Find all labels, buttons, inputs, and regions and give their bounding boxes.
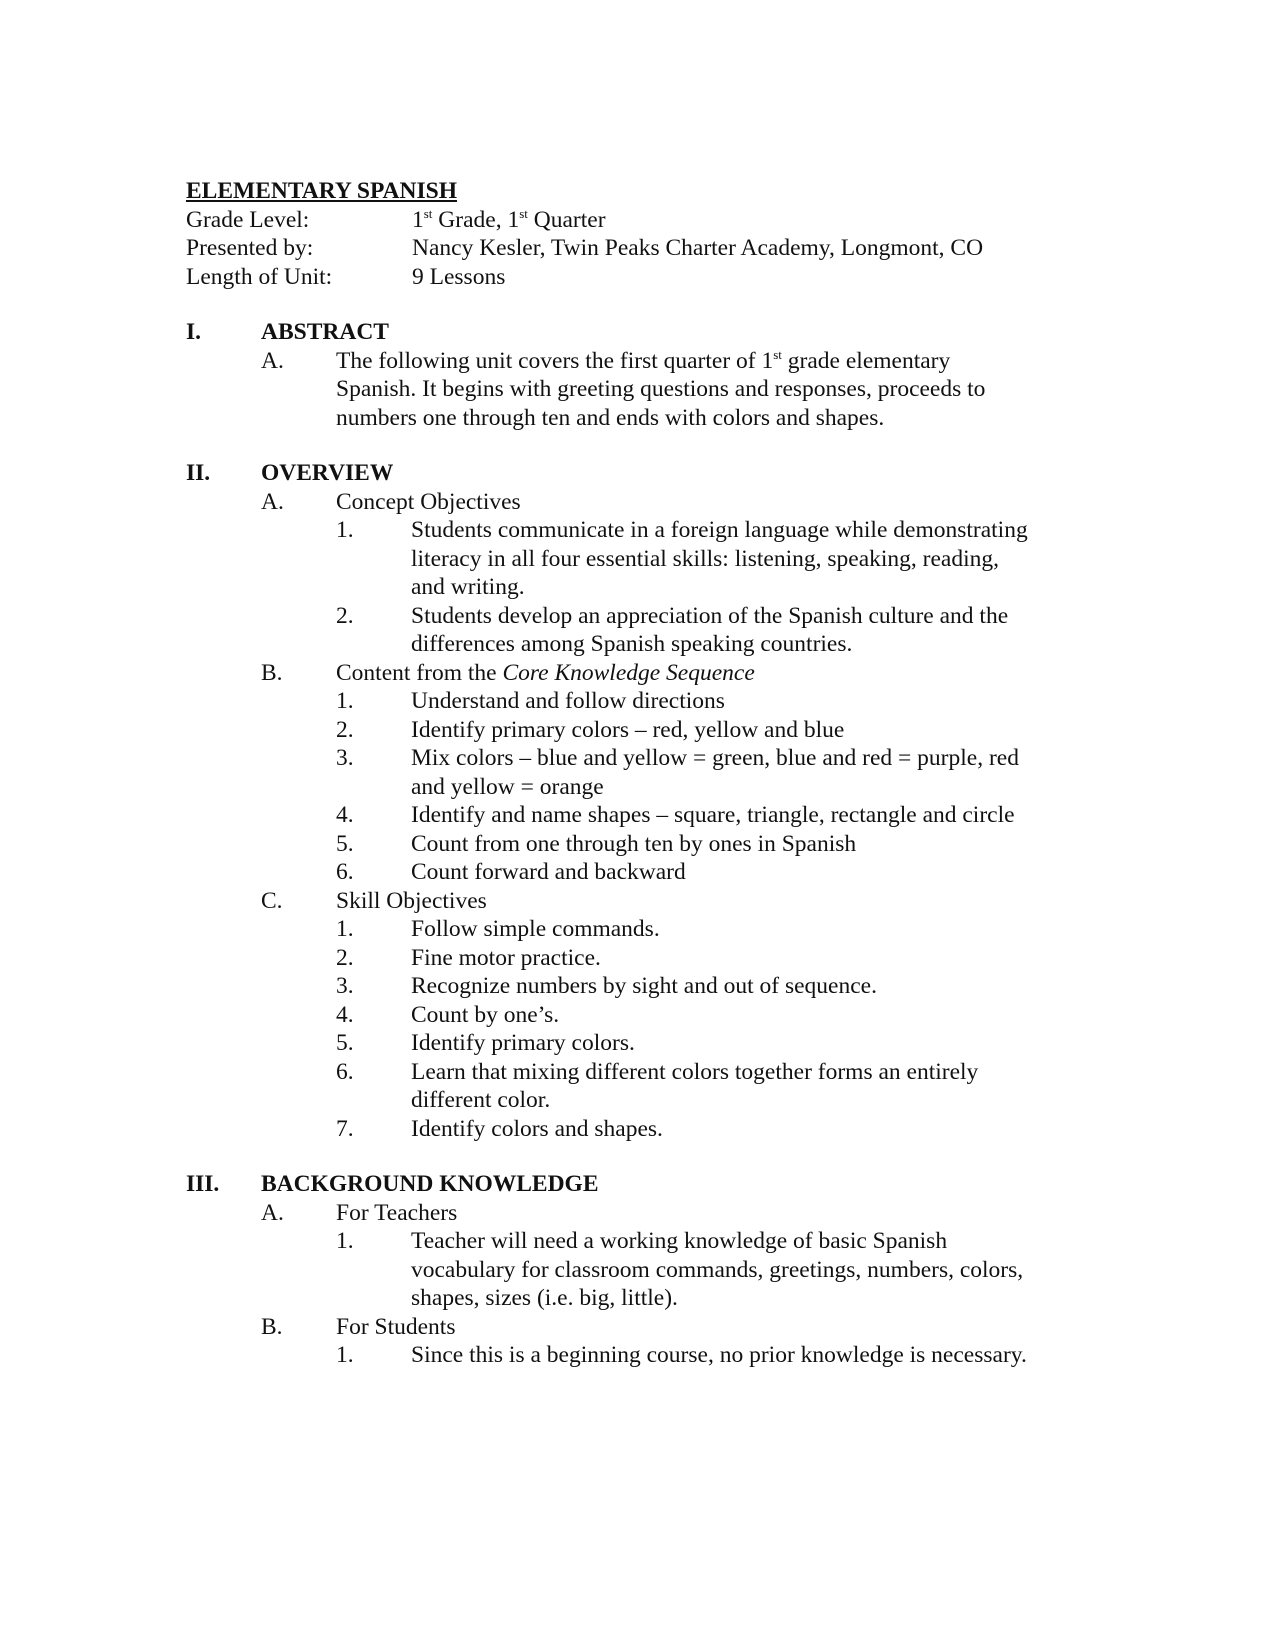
subsection-concept-objectives: A. Concept Objectives — [261, 488, 521, 515]
list-item: 2. Students develop an appreciation of the Spanish culture and the differences among Spanish speaking countries. — [336, 602, 1009, 657]
list-item: 4. Count by one’s. — [336, 1001, 560, 1028]
list-item: 1. Since this is a beginning course, no prior knowledge is necessary. — [336, 1342, 1027, 1368]
abstract-item-a: A. The following unit covers the first quarter of 1st grade elementary Spanish. It begins with greeting questions and responses, proceeds to numbers one through ten and ends with colors and shapes. — [186, 347, 1086, 433]
list-item: 3. Recognize numbers by sight and out of sequence. — [336, 973, 877, 999]
section-background-knowledge — [186, 1170, 1086, 1370]
length-value: 9 Lessons — [412, 263, 506, 290]
presenter-label: Presented by: — [186, 235, 314, 261]
grade-level-value: 1st Grade, 1st Quarter — [412, 205, 606, 233]
list-item: 6. Learn that mixing different colors together forms an entirely different color. — [336, 1058, 979, 1113]
presenter-row — [186, 234, 1086, 263]
subsection-core-knowledge: B. Content from the Core Knowledge Sequence — [261, 659, 755, 686]
document-title: ELEMENTARY SPANISH — [186, 178, 457, 204]
presenter-value: Nancy Kesler, Twin Peaks Charter Academy, Longmont, CO — [412, 235, 984, 261]
document-page — [186, 177, 1086, 1370]
section-abstract — [186, 318, 1086, 432]
list-item: 5. Count from one through ten by ones in Spanish — [336, 830, 857, 857]
length-row — [186, 263, 1086, 292]
section-number: II. — [186, 460, 211, 486]
list-item: 1. Students communicate in a foreign language while demonstrating literacy in all four essential skills: listening, speaking, reading, and writing. — [336, 517, 1028, 600]
subsection-skill-objectives: C. Skill Objectives — [261, 887, 487, 914]
section-number: I. — [186, 319, 202, 345]
list-item: 1. Teacher will need a working knowledge of basic Spanish vocabulary for classroom commands, greetings, numbers, colors, shapes, sizes (i.e. big, little). — [336, 1228, 1024, 1311]
section-title: OVERVIEW — [261, 460, 394, 486]
length-label: Length of Unit: — [186, 263, 333, 290]
subsection-for-teachers: A. For Teachers — [261, 1199, 458, 1226]
list-item: 1. Follow simple commands. — [336, 916, 660, 942]
list-item: 7. Identify colors and shapes. — [336, 1115, 663, 1142]
list-item: 2. Identify primary colors – red, yellow and blue — [336, 716, 845, 743]
list-item: 3. Mix colors – blue and yellow = green, blue and red = purple, red and yellow = orange — [336, 745, 1019, 800]
list-item: 6. Count forward and backward — [336, 859, 686, 885]
grade-level-label: Grade Level: — [186, 206, 310, 233]
list-item: 4. Identify and name shapes – square, triangle, rectangle and circle — [336, 802, 1015, 828]
subsection-for-students: B. For Students — [261, 1313, 456, 1340]
list-item: 1. Understand and follow directions — [336, 688, 725, 714]
list-item: 5. Identify primary colors. — [336, 1030, 635, 1056]
section-title: BACKGROUND KNOWLEDGE — [261, 1171, 599, 1197]
list-item: 2. Fine motor practice. — [336, 944, 601, 971]
section-title: ABSTRACT — [261, 319, 389, 345]
abstract-text: The following unit covers the first quarter of 1st grade elementary Spanish. It begins with greeting questions and responses, proceeds to numbers one through ten and ends with colors and shapes. — [336, 346, 986, 431]
grade-level-row — [186, 206, 1086, 235]
section-number: III. — [186, 1171, 220, 1197]
section-overview — [186, 459, 1086, 1143]
